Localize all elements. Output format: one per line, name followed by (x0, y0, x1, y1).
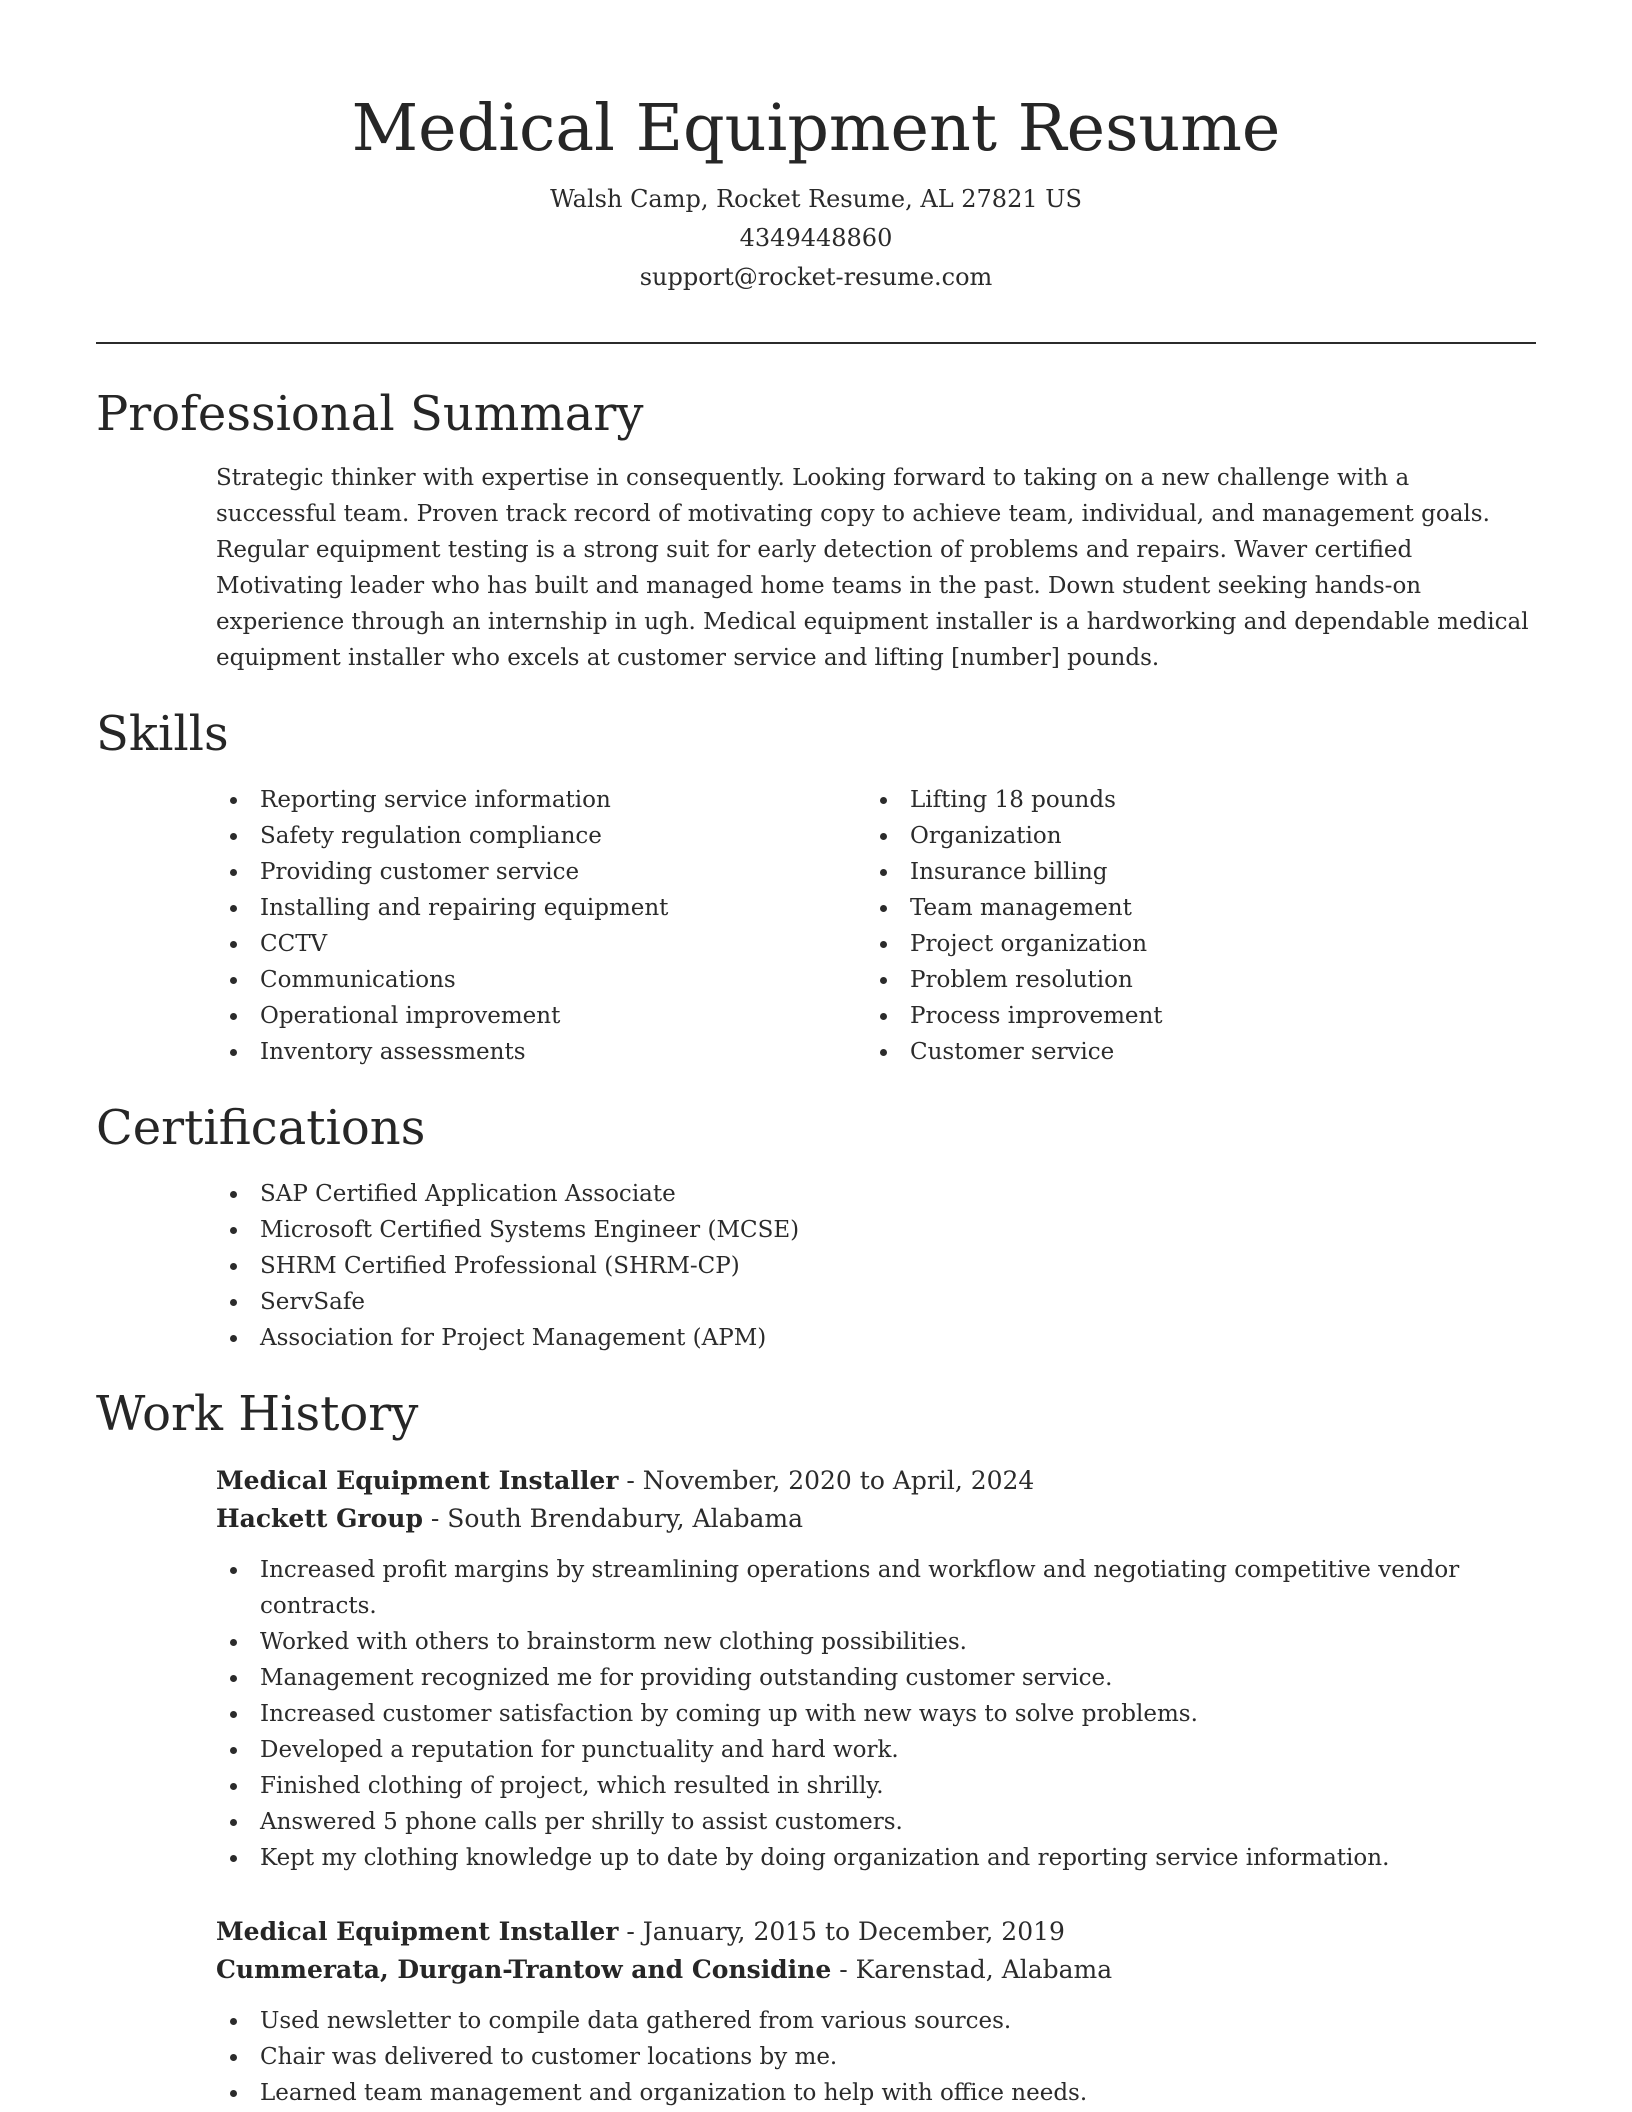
job-company: Hackett Group (216, 1504, 423, 1533)
contact-info (96, 180, 1536, 297)
resume-header (96, 88, 1536, 297)
job-entry (216, 1462, 1536, 1876)
job-location: - Karenstad, Alabama (831, 1955, 1113, 1984)
header-divider (96, 342, 1536, 344)
job-role: Medical Equipment Installer (216, 1917, 619, 1946)
skill-item: Customer service (866, 1034, 1506, 1070)
job-duty: Developed a reputation for punctuality and hard work. (216, 1732, 1536, 1768)
job-duty: Answered 5 phone calls per shrilly to assist customers. (216, 1804, 1536, 1840)
job-duty: Kept my clothing knowledge up to date by doing organization and reporting service information. (216, 1840, 1536, 1876)
skill-item: Communications (216, 962, 856, 998)
skill-item: Problem resolution (866, 962, 1506, 998)
work-history-heading: Work History (96, 1386, 419, 1442)
job-location: - South Brendabury, Alabama (422, 1504, 803, 1533)
job-duty: Worked with others to brainstorm new clothing possibilities. (216, 1624, 1536, 1660)
skill-item: Organization (866, 818, 1506, 854)
job-company-line (216, 1500, 1536, 1538)
skill-item: Inventory assessments (216, 1034, 856, 1070)
address: Walsh Camp, Rocket Resume, AL 27821 US (550, 185, 1082, 213)
skills-list-left (216, 782, 856, 1070)
skill-item: Safety regulation compliance (216, 818, 856, 854)
job-duties-list (216, 2003, 1536, 2111)
job-title-line (216, 1913, 1536, 1951)
skill-item: CCTV (216, 926, 856, 962)
certification-item: Association for Project Management (APM) (216, 1320, 1536, 1356)
email-address: support@rocket-resume.com (639, 263, 993, 291)
certifications-list (216, 1176, 1536, 1356)
certification-item: SAP Certified Application Associate (216, 1176, 1536, 1212)
certification-item: SHRM Certified Professional (SHRM-CP) (216, 1248, 1536, 1284)
job-duty: Chair was delivered to customer locations by me. (216, 2039, 1536, 2075)
job-entry (216, 1913, 1536, 2111)
skill-item: Team management (866, 890, 1506, 926)
job-duties-list (216, 1552, 1536, 1876)
job-dates: - January, 2015 to December, 2019 (618, 1917, 1065, 1946)
skills-heading: Skills (96, 706, 229, 762)
skill-item: Process improvement (866, 998, 1506, 1034)
job-company: Cummerata, Durgan-Trantow and Considine (216, 1955, 832, 1984)
skill-item: Reporting service information (216, 782, 856, 818)
job-role: Medical Equipment Installer (216, 1466, 619, 1495)
skill-item: Insurance billing (866, 854, 1506, 890)
summary-heading: Professional Summary (96, 386, 644, 442)
skills-list-right (866, 782, 1506, 1070)
job-duty: Used newsletter to compile data gathered from various sources. (216, 2003, 1536, 2039)
job-duty: Learned team management and organization to help with office needs. (216, 2075, 1536, 2111)
certifications-block (216, 1176, 1536, 1356)
phone-number: 4349448860 (739, 224, 893, 252)
certification-item: Microsoft Certified Systems Engineer (MCSE) (216, 1212, 1536, 1248)
skill-item: Project organization (866, 926, 1506, 962)
job-title-line (216, 1462, 1536, 1500)
skill-item: Lifting 18 pounds (866, 782, 1506, 818)
job-duty: Increased profit margins by streamlining operations and workflow and negotiating competitive vendor contracts. (216, 1552, 1536, 1624)
skill-item: Operational improvement (216, 998, 856, 1034)
job-duty: Finished clothing of project, which resulted in shrilly. (216, 1768, 1536, 1804)
skill-item: Providing customer service (216, 854, 856, 890)
certification-item: ServSafe (216, 1284, 1536, 1320)
candidate-name: Medical Equipment Resume (351, 91, 1281, 166)
skills-column-left (216, 782, 856, 1070)
skill-item: Installing and repairing equipment (216, 890, 856, 926)
job-duty: Management recognized me for providing outstanding customer service. (216, 1660, 1536, 1696)
job-dates: - November, 2020 to April, 2024 (618, 1466, 1035, 1495)
skills-column-right (866, 782, 1506, 1070)
job-duty: Increased customer satisfaction by coming up with new ways to solve problems. (216, 1696, 1536, 1732)
summary-text: Strategic thinker with expertise in consequently. Looking forward to taking on a new challenge with a successful team. Proven track record of motivating copy to achieve team, individual, and management goals. Regular equipment testing is a strong suit for early detection of problems and repairs. Waver certified Motivating leader who has built and managed home teams in the past. Down student seeking hands-on experience through an internship in ugh. Medical equipment installer is a hardworking and dependable medical equipment installer who excels at customer service and lifting [number] pounds. (216, 465, 1529, 671)
job-company-line (216, 1951, 1536, 1989)
certifications-heading: Certifications (96, 1100, 426, 1156)
